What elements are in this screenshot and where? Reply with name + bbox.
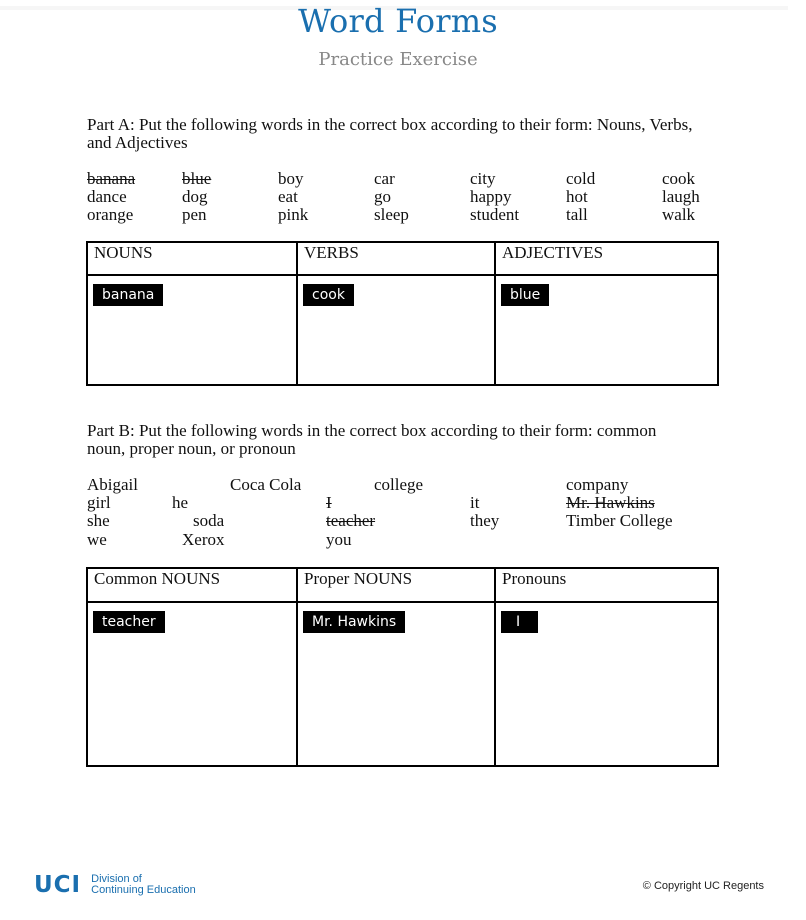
word-bank-item[interactable]: student (470, 205, 520, 224)
part-b-sorting-table (86, 567, 719, 767)
word-chip[interactable]: teacher (93, 611, 165, 633)
header-nouns: NOUNS (87, 242, 297, 275)
word-bank-item[interactable]: they (470, 511, 500, 530)
word-bank-item[interactable]: Abigail (87, 475, 138, 494)
division-line1: Division of (91, 873, 142, 885)
word-bank-item[interactable]: dog (182, 187, 208, 206)
word-bank-item[interactable]: laugh (662, 187, 700, 206)
header-pronouns: Pronouns (495, 568, 718, 602)
word-bank-item[interactable]: Coca Cola (230, 475, 302, 494)
word-bank-item[interactable]: we (87, 530, 107, 549)
part-a-instruction-line1: Part A: Put the following words in the correct box according to their form: Nouns, Verbs, (87, 115, 693, 134)
word-bank-item[interactable]: pink (278, 205, 309, 224)
word-bank-item[interactable]: tall (566, 205, 588, 224)
word-bank-item[interactable]: Timber College (566, 511, 673, 530)
word-chip[interactable]: cook (303, 284, 354, 306)
part-a-sorting-table (86, 241, 719, 386)
word-chip[interactable]: I (501, 611, 538, 633)
header-common-nouns: Common NOUNS (87, 568, 297, 602)
word-bank-item[interactable]: banana (87, 169, 136, 188)
header-proper-nouns: Proper NOUNS (297, 568, 495, 602)
drop-zone-proper-nouns[interactable] (297, 602, 495, 766)
part-a-instruction-line2: and Adjectives (87, 133, 188, 152)
page-subtitle: Practice Exercise (318, 49, 478, 70)
word-bank-item[interactable]: sleep (374, 205, 409, 224)
drop-zone-verbs[interactable] (297, 275, 495, 385)
drop-zone-common-nouns[interactable] (87, 602, 297, 766)
part-b-instruction (87, 422, 727, 458)
word-bank-item[interactable]: pen (182, 205, 207, 224)
part-b-instruction-line1: Part B: Put the following words in the correct box according to their form: common (87, 421, 657, 440)
word-bank-item[interactable]: it (470, 493, 480, 512)
word-bank-item[interactable]: you (326, 530, 352, 549)
drop-zone-nouns[interactable] (87, 275, 297, 385)
uci-wordmark: UCI (34, 872, 82, 898)
word-bank-item[interactable]: teacher (326, 511, 376, 530)
copyright-notice: © Copyright UC Regents (642, 880, 764, 892)
word-bank-item[interactable]: he (172, 493, 189, 512)
word-bank-item[interactable]: cold (566, 169, 596, 188)
word-chip[interactable]: Mr. Hawkins (303, 611, 405, 633)
uci-logo (34, 872, 196, 898)
word-bank-item[interactable]: car (374, 169, 395, 188)
header-adjectives: ADJECTIVES (495, 242, 718, 275)
word-bank-item[interactable]: happy (470, 187, 512, 206)
word-bank-item[interactable]: blue (182, 169, 212, 188)
word-bank-item[interactable]: soda (193, 511, 225, 530)
word-bank-item[interactable]: orange (87, 205, 134, 224)
part-b-instruction-line2: noun, proper noun, or pronoun (87, 439, 296, 458)
word-bank-item[interactable]: dance (87, 187, 127, 206)
word-chip[interactable]: banana (93, 284, 163, 306)
word-bank-item[interactable]: cook (662, 169, 696, 188)
word-bank-item[interactable]: boy (278, 169, 304, 188)
word-bank-item[interactable]: I (326, 493, 332, 512)
division-line2: Continuing Education (91, 884, 196, 896)
drop-zone-pronouns[interactable] (495, 602, 718, 766)
word-chip[interactable]: blue (501, 284, 549, 306)
word-bank-item[interactable]: company (566, 475, 629, 494)
word-bank-item[interactable]: eat (278, 187, 298, 206)
word-bank-item[interactable]: college (374, 475, 424, 494)
word-bank-item[interactable]: city (470, 169, 496, 188)
page-title: Word Forms (298, 2, 498, 40)
word-bank-item[interactable]: walk (662, 205, 696, 224)
division-name (91, 874, 196, 896)
part-a-instruction (87, 116, 727, 152)
word-bank-item[interactable]: she (87, 511, 110, 530)
drop-zone-adjectives[interactable] (495, 275, 718, 385)
word-bank-item[interactable]: hot (566, 187, 588, 206)
word-bank-item[interactable]: Xerox (182, 530, 225, 549)
header-verbs: VERBS (297, 242, 495, 275)
word-bank-item[interactable]: girl (87, 493, 111, 512)
word-bank-item[interactable]: go (374, 187, 391, 206)
word-bank-item[interactable]: Mr. Hawkins (566, 493, 655, 512)
